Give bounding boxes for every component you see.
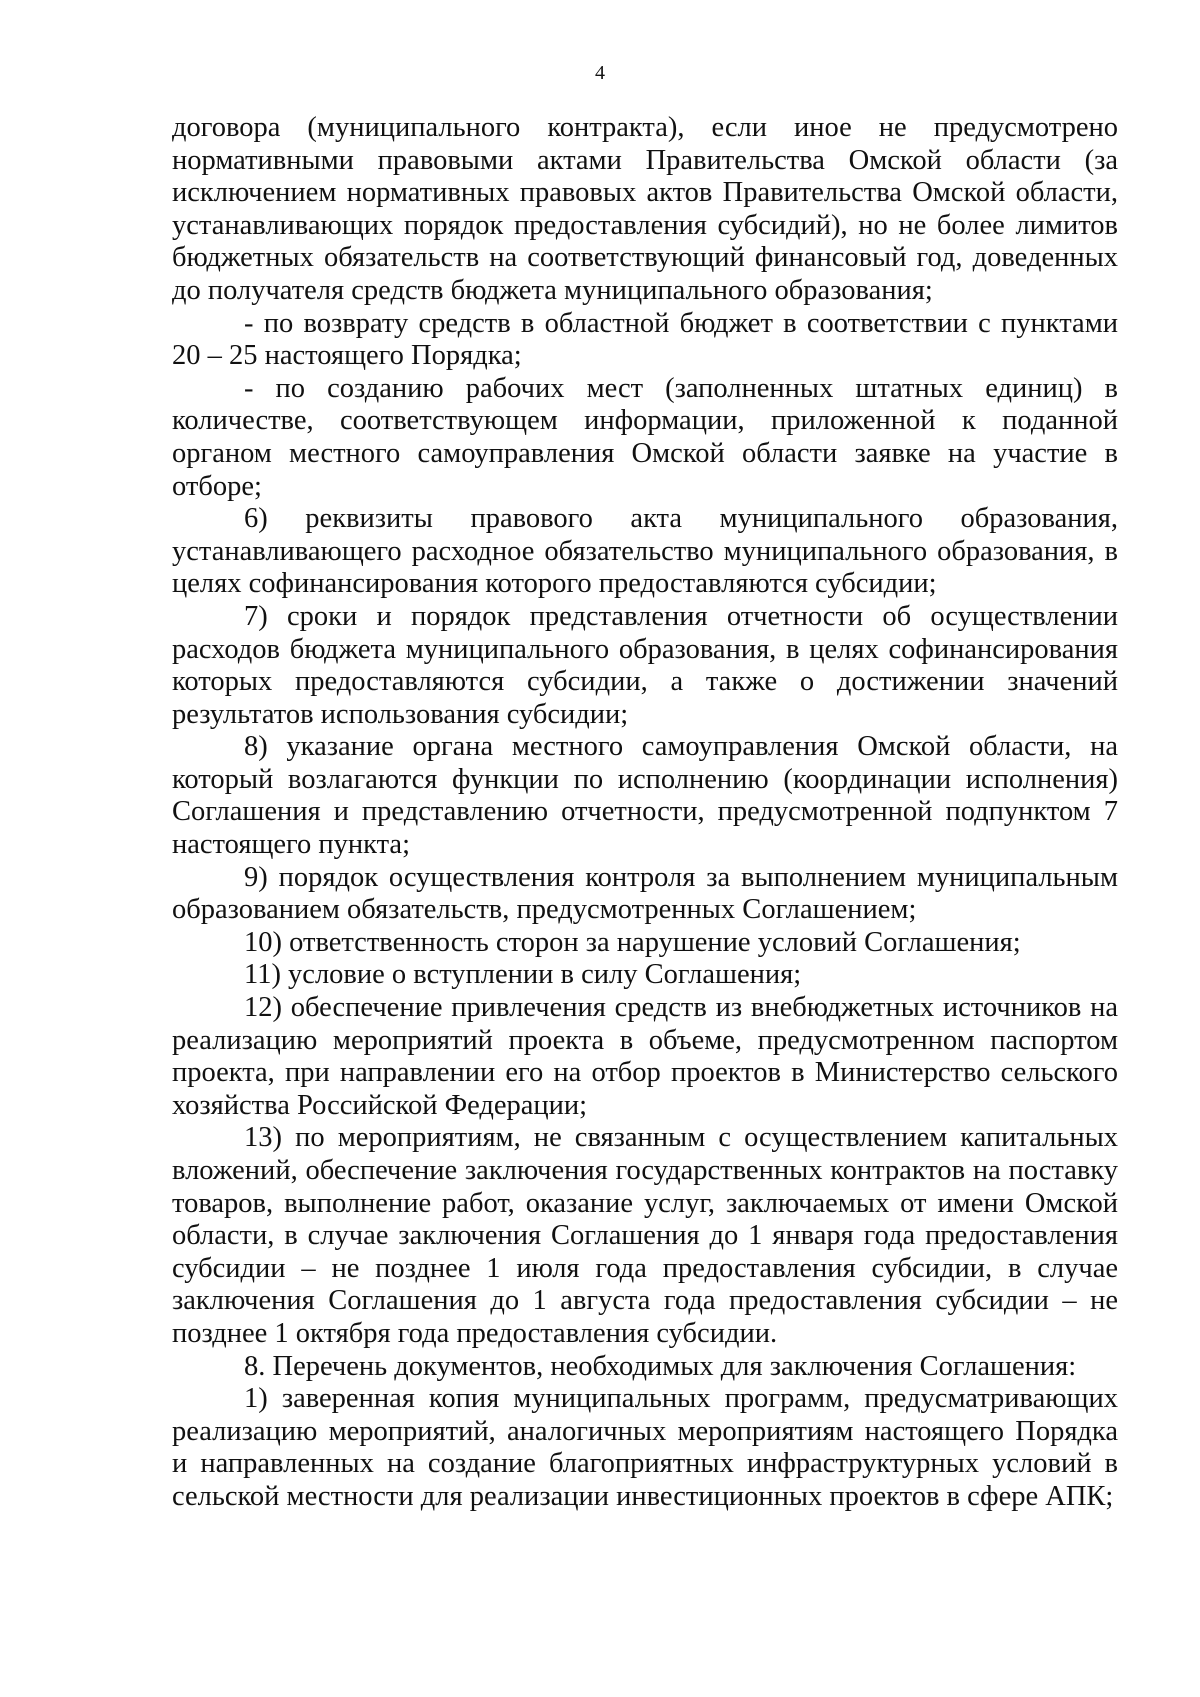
paragraph-section-8: 8. Перечень документов, необходимых для заключения Соглашения: [244, 1350, 1077, 1382]
document-body [172, 112, 1118, 1514]
paragraph-item-13: 13) по мероприятиям, не связанным с осуществлением капитальных вложений, обеспечение заключения государственных контрактов на поставку товаров, выполнение работ, оказание услуг, заключаемых от имени Омской области, в случае заключения Соглашения до 1 января года предоставления субсидии – не позднее 1 июля года предоставления субсидии, в случае заключения Соглашения до 1 августа года предоставления субсидии – не позднее 1 октября года предоставления субсидии. [172, 1122, 1118, 1349]
paragraph-item-12: 12) обеспечение привлечения средств из внебюджетных источников на реализацию мероприятий проекта в объеме, предусмотренном паспортом проекта, при направлении его на отбор проектов в Министерство сельского хозяйства Российской Федерации; [172, 992, 1118, 1121]
paragraph-item-10: 10) ответственность сторон за нарушение условий Соглашения; [244, 926, 1021, 958]
paragraph-section-8-item-1: 1) заверенная копия муниципальных программ, предусматривающих реализацию мероприятий, аналогичных мероприятиям настоящего Порядка и направленных на создание благоприятных инфраструктурных условий в сельской местности для реализации инвестиционных проектов в сфере АПК; [172, 1383, 1118, 1512]
paragraph-funds-return: - по возврату средств в областной бюджет в соответствии с пунктами 20 – 25 настоящего Порядка; [172, 307, 1118, 372]
paragraph-contract-limits: договора (муниципального контракта), если иное не предусмотрено нормативными правовыми актами Правительства Омской области (за исключением нормативных правовых актов Правительства Омской области, устанавливающих порядок предоставления субсидий), но не более лимитов бюджетных обязательств на соответствующий финансовый год, доведенных до получателя средств бюджета муниципального образования; [172, 112, 1118, 306]
page-number: 4 [595, 62, 605, 84]
paragraph-item-9: 9) порядок осуществления контроля за выполнением муниципальным образованием обязательств, предусмотренных Соглашением; [172, 861, 1118, 926]
paragraph-item-8: 8) указание органа местного самоуправления Омской области, на который возлагаются функции по исполнению (координации исполнения) Соглашения и представлению отчетности, предусмотренной подпунктом 7 настоящего пункта; [172, 731, 1118, 861]
paragraph-job-creation: - по созданию рабочих мест (заполненных штатных единиц) в количестве, соответствующем информации, приложенной к поданной органом местного самоуправления Омской области заявке на участие в отборе; [172, 372, 1118, 502]
paragraph-item-11: 11) условие о вступлении в силу Соглашения; [244, 959, 802, 991]
paragraph-item-6: 6) реквизиты правового акта муниципального образования, устанавливающего расходное обязательство муниципального образования, в целях софинансирования которого предоставляются субсидии; [172, 503, 1118, 600]
paragraph-item-7: 7) сроки и порядок представления отчетности об осуществлении расходов бюджета муниципального образования, в целях софинансирования которых предоставляются субсидии, а также о достижении значений результатов использования субсидии; [172, 600, 1118, 730]
